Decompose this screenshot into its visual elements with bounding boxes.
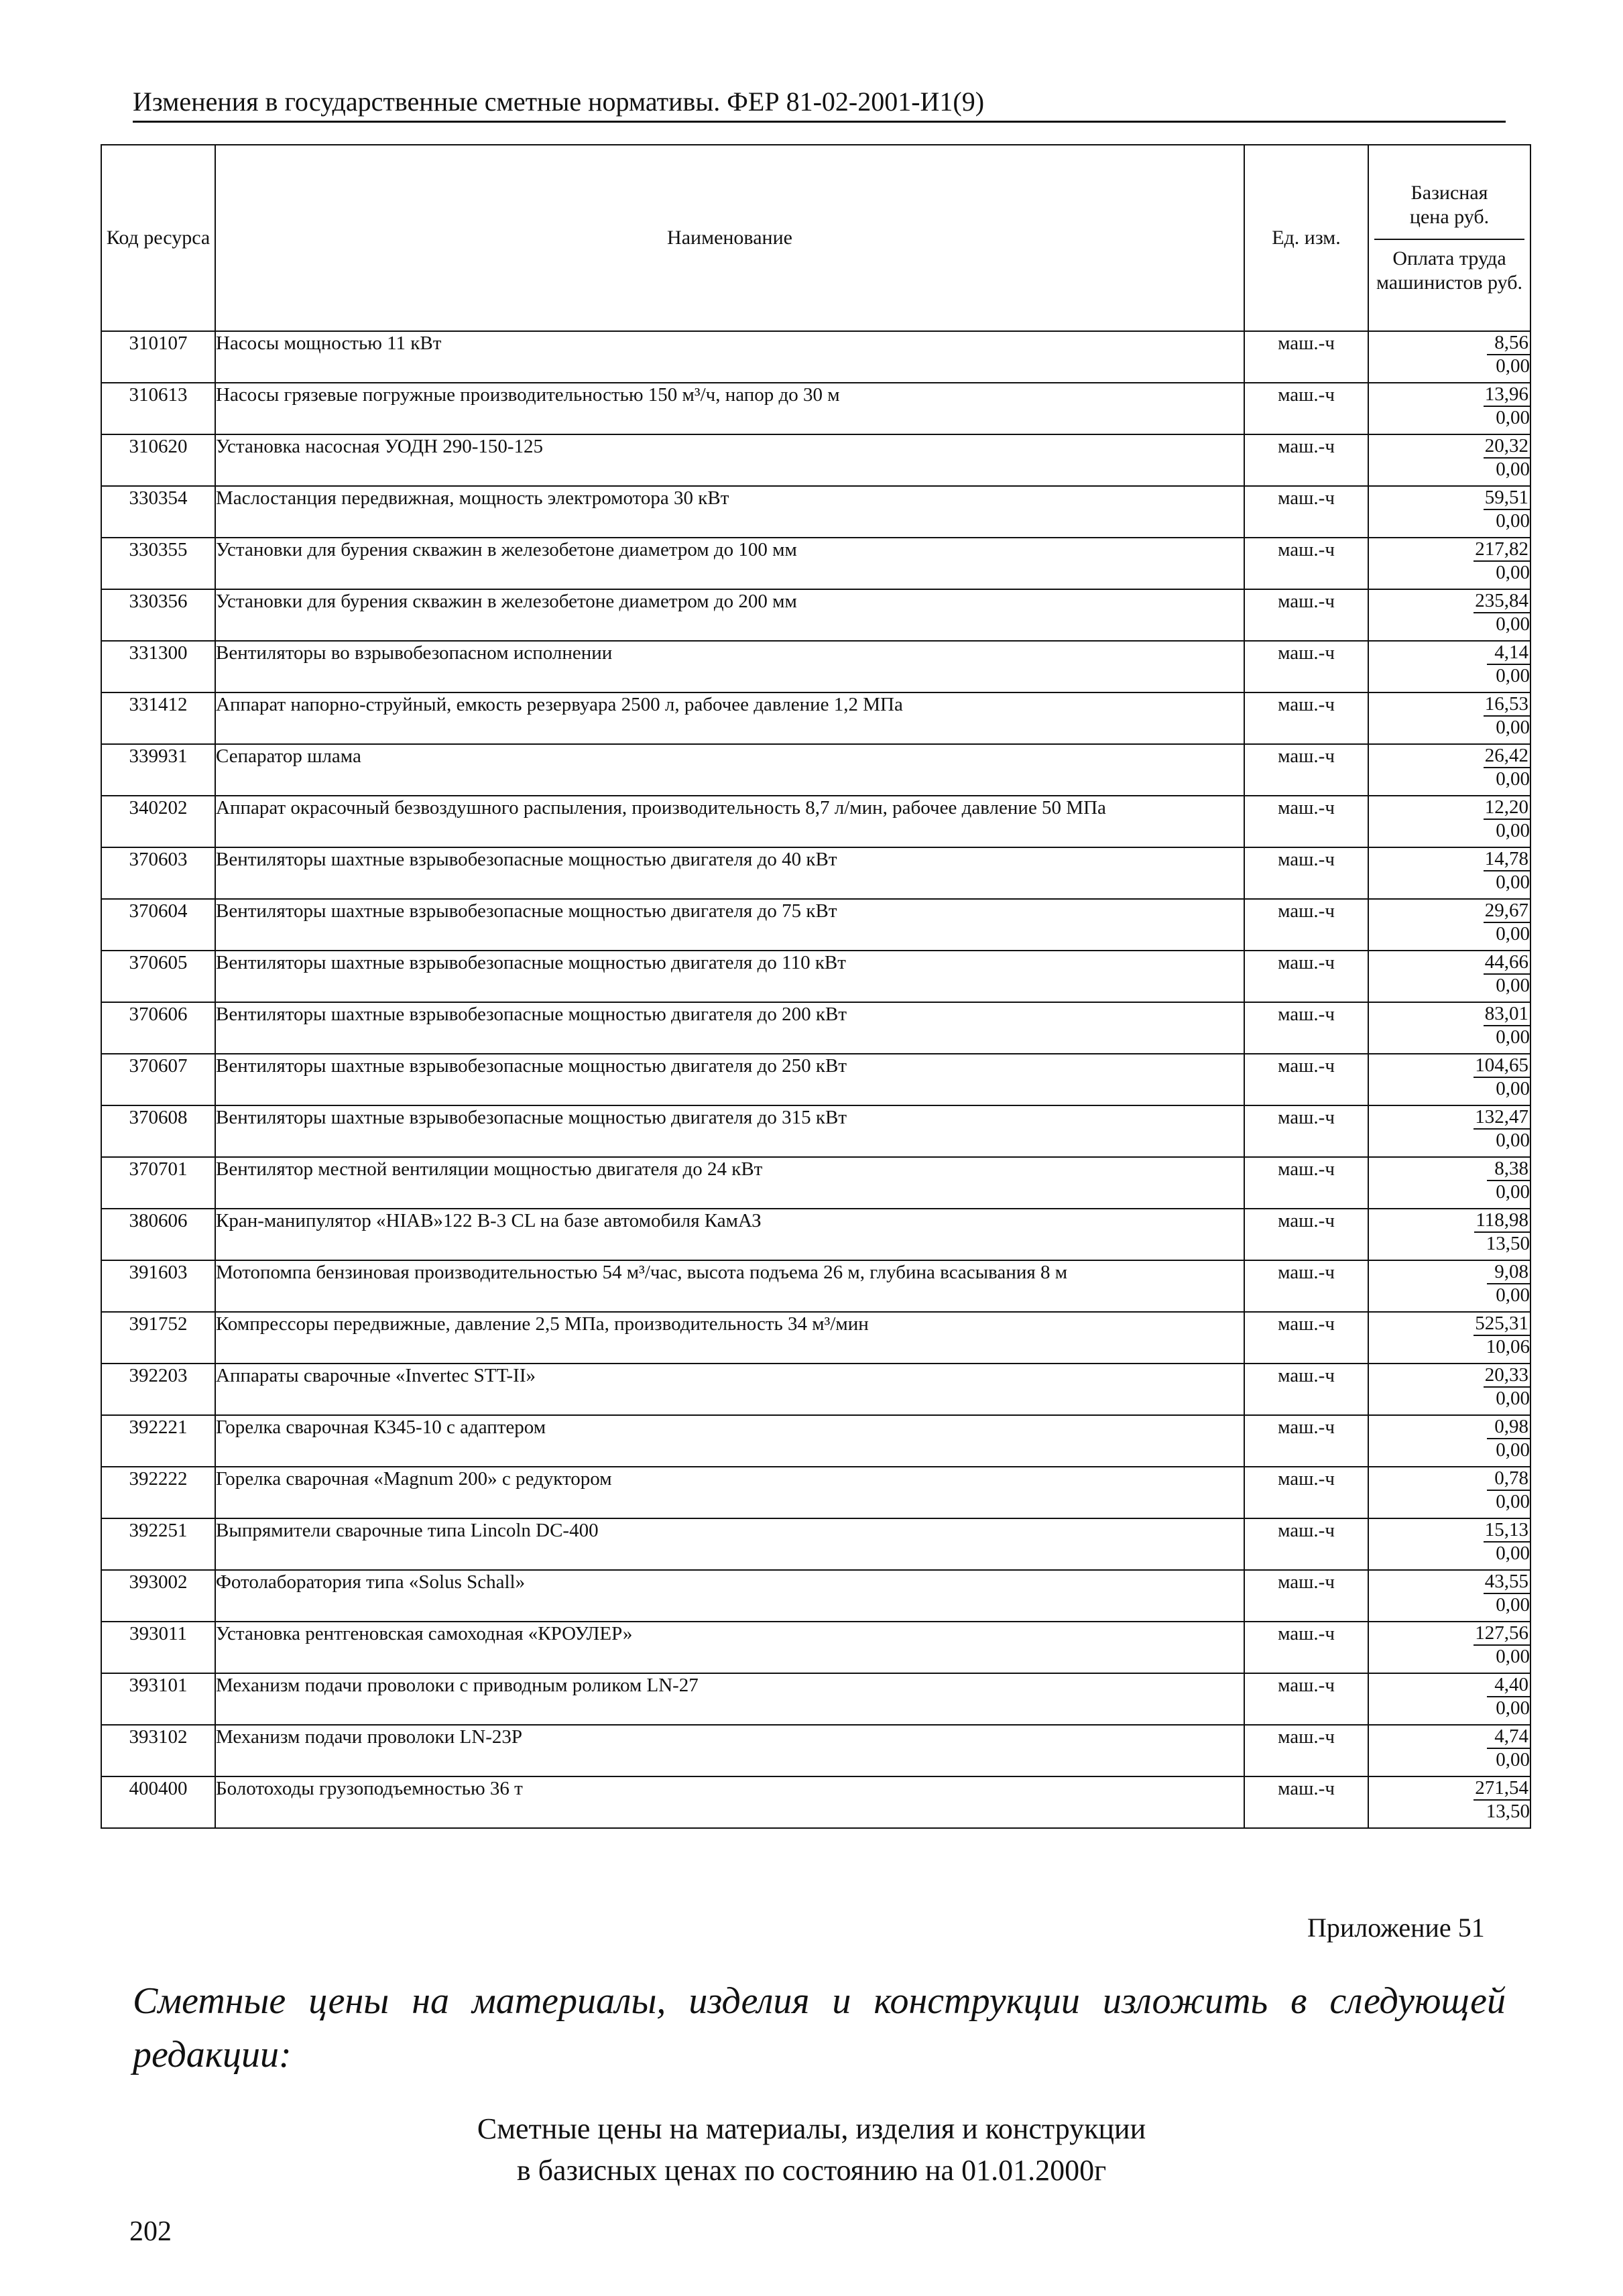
- operator-wage: 0,00: [1496, 1697, 1530, 1719]
- table-row: [101, 1260, 1530, 1312]
- resource-name: Маслостанция передвижная, мощность электромотора 30 кВт: [215, 486, 1244, 538]
- resource-unit: маш.-ч: [1244, 589, 1368, 641]
- resource-unit: маш.-ч: [1244, 538, 1368, 589]
- resource-name: Компрессоры передвижные, давление 2,5 МПа, производительность 34 м³/мин: [215, 1312, 1244, 1364]
- resource-name: Аппарат окрасочный безвоздушного распыления, производительность 8,7 л/мин, рабочее давление 50 МПа: [215, 796, 1244, 847]
- resource-code: 391752: [101, 1312, 215, 1364]
- resource-price-table: [101, 144, 1531, 1829]
- resource-price-cell: [1368, 899, 1530, 951]
- table-row: [101, 796, 1530, 847]
- base-price: 4,14: [1487, 642, 1530, 665]
- table-row: [101, 692, 1530, 744]
- resource-unit: маш.-ч: [1244, 434, 1368, 486]
- base-price: 59,51: [1484, 487, 1530, 510]
- resource-code: 392221: [101, 1415, 215, 1467]
- resource-price-cell: [1368, 1415, 1530, 1467]
- operator-wage: 0,00: [1496, 1130, 1530, 1151]
- operator-wage: 0,00: [1496, 1439, 1530, 1461]
- resource-price-cell: [1368, 951, 1530, 1002]
- resource-code: 370604: [101, 899, 215, 951]
- resource-code: 392222: [101, 1467, 215, 1518]
- resource-name: Вентиляторы во взрывобезопасном исполнении: [215, 641, 1244, 692]
- resource-price-cell: [1368, 1622, 1530, 1673]
- table-row: [101, 1725, 1530, 1776]
- resource-name: Вентиляторы шахтные взрывобезопасные мощностью двигателя до 40 кВт: [215, 847, 1244, 899]
- operator-wage: 13,50: [1486, 1233, 1530, 1254]
- table-row: [101, 486, 1530, 538]
- operator-wage: 0,00: [1496, 717, 1530, 738]
- resource-price-cell: [1368, 1209, 1530, 1260]
- resource-code: 393101: [101, 1673, 215, 1725]
- resource-unit: маш.-ч: [1244, 1105, 1368, 1157]
- resource-price-cell: [1368, 692, 1530, 744]
- operator-wage: 0,00: [1496, 1491, 1530, 1512]
- table-row: [101, 538, 1530, 589]
- resource-name: Механизм подачи проволоки LN-23P: [215, 1725, 1244, 1776]
- base-price: 132,47: [1474, 1106, 1530, 1130]
- resource-name: Сепаратор шлама: [215, 744, 1244, 796]
- operator-wage: 0,00: [1496, 820, 1530, 841]
- table-row: [101, 1157, 1530, 1209]
- header-divider: [1374, 239, 1524, 240]
- resource-code: 393102: [101, 1725, 215, 1776]
- resource-code: 392251: [101, 1518, 215, 1570]
- resource-code: 331412: [101, 692, 215, 744]
- resource-name: Горелка сварочная «Magnum 200» с редуктором: [215, 1467, 1244, 1518]
- base-price: 9,08: [1487, 1261, 1530, 1284]
- table-row: [101, 383, 1530, 434]
- wage-header: Оплата труда машинистов руб.: [1376, 247, 1523, 294]
- page-header: Изменения в государственные сметные нормативы. ФЕР 81-02-2001-И1(9): [133, 86, 1506, 123]
- base-price: 4,74: [1487, 1726, 1530, 1749]
- resource-price-cell: [1368, 1105, 1530, 1157]
- table-row: [101, 1673, 1530, 1725]
- resource-code: 370701: [101, 1157, 215, 1209]
- resource-name: Вентиляторы шахтные взрывобезопасные мощностью двигателя до 110 кВт: [215, 951, 1244, 1002]
- resource-unit: маш.-ч: [1244, 1673, 1368, 1725]
- table-row: [101, 1054, 1530, 1105]
- resource-price-cell: [1368, 1518, 1530, 1570]
- resource-price-cell: [1368, 1054, 1530, 1105]
- table-row: [101, 641, 1530, 692]
- resource-unit: маш.-ч: [1244, 1467, 1368, 1518]
- base-price: 83,01: [1484, 1003, 1530, 1026]
- operator-wage: 0,00: [1496, 871, 1530, 893]
- resource-unit: маш.-ч: [1244, 1725, 1368, 1776]
- resource-price-cell: [1368, 1312, 1530, 1364]
- resource-unit: маш.-ч: [1244, 1364, 1368, 1415]
- resource-unit: маш.-ч: [1244, 641, 1368, 692]
- operator-wage: 0,00: [1496, 768, 1530, 790]
- resource-unit: маш.-ч: [1244, 1570, 1368, 1622]
- resource-price-cell: [1368, 486, 1530, 538]
- operator-wage: 0,00: [1496, 975, 1530, 996]
- resource-code: 339931: [101, 744, 215, 796]
- resource-price-cell: [1368, 589, 1530, 641]
- operator-wage: 0,00: [1496, 923, 1530, 945]
- resource-price-cell: [1368, 744, 1530, 796]
- operator-wage: 0,00: [1496, 1388, 1530, 1409]
- resource-price-cell: [1368, 1260, 1530, 1312]
- table-row: [101, 1209, 1530, 1260]
- appendix-label: Приложение 51: [1307, 1913, 1485, 1943]
- resource-name: Вентиляторы шахтные взрывобезопасные мощностью двигателя до 250 кВт: [215, 1054, 1244, 1105]
- table-row: [101, 744, 1530, 796]
- table-row: [101, 1518, 1530, 1570]
- resource-name: Фотолаборатория типа «Solus Schall»: [215, 1570, 1244, 1622]
- resource-unit: маш.-ч: [1244, 383, 1368, 434]
- table-row: [101, 951, 1530, 1002]
- resource-price-cell: [1368, 1725, 1530, 1776]
- resource-unit: маш.-ч: [1244, 1415, 1368, 1467]
- table-body: [101, 331, 1530, 1828]
- column-header-unit: Ед. изм.: [1244, 145, 1368, 331]
- resource-price-cell: [1368, 1673, 1530, 1725]
- column-header-code: Код ресурса: [101, 145, 215, 331]
- resource-name: Вентилятор местной вентиляции мощностью двигателя до 24 кВт: [215, 1157, 1244, 1209]
- resource-name: Мотопомпа бензиновая производительностью 54 м³/час, высота подъема 26 м, глубина всасывания 8 м: [215, 1260, 1244, 1312]
- resource-price-cell: [1368, 796, 1530, 847]
- resource-code: 331300: [101, 641, 215, 692]
- table-row: [101, 1570, 1530, 1622]
- resource-unit: маш.-ч: [1244, 796, 1368, 847]
- column-header-name: Наименование: [215, 145, 1244, 331]
- resource-unit: маш.-ч: [1244, 951, 1368, 1002]
- resource-unit: маш.-ч: [1244, 744, 1368, 796]
- base-price: 8,38: [1487, 1158, 1530, 1181]
- table-row: [101, 847, 1530, 899]
- resource-unit: маш.-ч: [1244, 1518, 1368, 1570]
- table-row: [101, 1312, 1530, 1364]
- resource-unit: маш.-ч: [1244, 899, 1368, 951]
- resource-code: 310620: [101, 434, 215, 486]
- table-row: [101, 1776, 1530, 1828]
- operator-wage: 0,00: [1496, 1749, 1530, 1770]
- resource-code: 370606: [101, 1002, 215, 1054]
- resource-code: 340202: [101, 796, 215, 847]
- resource-code: 392203: [101, 1364, 215, 1415]
- base-price: 271,54: [1474, 1777, 1530, 1801]
- resource-price-cell: [1368, 1570, 1530, 1622]
- resource-unit: маш.-ч: [1244, 486, 1368, 538]
- base-price: 104,65: [1474, 1054, 1530, 1078]
- base-price: 43,55: [1484, 1571, 1530, 1594]
- resource-unit: маш.-ч: [1244, 1002, 1368, 1054]
- operator-wage: 0,00: [1496, 510, 1530, 532]
- table-row: [101, 589, 1530, 641]
- operator-wage: 0,00: [1496, 1543, 1530, 1564]
- resource-code: 393002: [101, 1570, 215, 1622]
- resource-price-cell: [1368, 1776, 1530, 1828]
- operator-wage: 0,00: [1496, 1594, 1530, 1616]
- resource-name: Вентиляторы шахтные взрывобезопасные мощностью двигателя до 75 кВт: [215, 899, 1244, 951]
- resource-code: 330355: [101, 538, 215, 589]
- base-price: 16,53: [1484, 693, 1530, 717]
- table-row: [101, 1002, 1530, 1054]
- resource-name: Насосы грязевые погружные производительностью 150 м³/ч, напор до 30 м: [215, 383, 1244, 434]
- table-row: [101, 1105, 1530, 1157]
- resource-price-cell: [1368, 641, 1530, 692]
- resource-unit: маш.-ч: [1244, 1260, 1368, 1312]
- base-price: 13,96: [1484, 383, 1530, 407]
- resource-price-cell: [1368, 1157, 1530, 1209]
- base-price: 235,84: [1474, 590, 1530, 613]
- resource-name: Аппарат напорно-струйный, емкость резервуара 2500 л, рабочее давление 1,2 МПа: [215, 692, 1244, 744]
- resource-unit: маш.-ч: [1244, 1776, 1368, 1828]
- resource-code: 310613: [101, 383, 215, 434]
- resource-name: Кран-манипулятор «HIAB»122 В-3 CL на базе автомобиля КамАЗ: [215, 1209, 1244, 1260]
- resource-unit: маш.-ч: [1244, 692, 1368, 744]
- base-price: 4,40: [1487, 1674, 1530, 1697]
- operator-wage: 0,00: [1496, 355, 1530, 377]
- resource-name: Аппараты сварочные «Invertec STT-II»: [215, 1364, 1244, 1415]
- base-price: 26,42: [1484, 745, 1530, 768]
- section-subtitle: [0, 2108, 1623, 2191]
- resource-name: Установки для бурения скважин в железобетоне диаметром до 200 мм: [215, 589, 1244, 641]
- resource-name: Установка рентгеновская самоходная «КРОУЛЕР»: [215, 1622, 1244, 1673]
- resource-code: 310107: [101, 331, 215, 383]
- operator-wage: 0,00: [1496, 1284, 1530, 1306]
- resource-unit: маш.-ч: [1244, 1622, 1368, 1673]
- operator-wage: 0,00: [1496, 562, 1530, 583]
- operator-wage: 0,00: [1496, 407, 1530, 428]
- resource-code: 330356: [101, 589, 215, 641]
- base-price: 127,56: [1474, 1622, 1530, 1646]
- table-row: [101, 1467, 1530, 1518]
- resource-name: Горелка сварочная К345-10 с адаптером: [215, 1415, 1244, 1467]
- resource-code: 370605: [101, 951, 215, 1002]
- base-price: 8,56: [1487, 332, 1530, 355]
- resource-unit: маш.-ч: [1244, 1209, 1368, 1260]
- table-row: [101, 1415, 1530, 1467]
- price-header: Базисная цена руб.: [1409, 182, 1490, 228]
- base-price: 12,20: [1484, 796, 1530, 820]
- resource-name: Установка насосная УОДН 290-150-125: [215, 434, 1244, 486]
- resource-unit: маш.-ч: [1244, 847, 1368, 899]
- resource-code: 370603: [101, 847, 215, 899]
- operator-wage: 0,00: [1496, 459, 1530, 480]
- resource-name: Механизм подачи проволоки с приводным роликом LN-27: [215, 1673, 1244, 1725]
- operator-wage: 13,50: [1486, 1801, 1530, 1822]
- table-row: [101, 434, 1530, 486]
- base-price: 20,33: [1484, 1364, 1530, 1388]
- instruction-text: Сметные цены на материалы, изделия и конструкции изложить в следующей редакции:: [133, 1980, 1506, 2075]
- base-price: 20,32: [1484, 435, 1530, 459]
- subtitle-line-1: Сметные цены на материалы, изделия и конструкции: [477, 2112, 1146, 2145]
- operator-wage: 0,00: [1496, 665, 1530, 686]
- resource-name: Вентиляторы шахтные взрывобезопасные мощностью двигателя до 200 кВт: [215, 1002, 1244, 1054]
- column-header-price: [1368, 145, 1530, 331]
- base-price: 118,98: [1474, 1209, 1530, 1233]
- operator-wage: 0,00: [1496, 1646, 1530, 1667]
- resource-name: Вентиляторы шахтные взрывобезопасные мощностью двигателя до 315 кВт: [215, 1105, 1244, 1157]
- resource-price-cell: [1368, 847, 1530, 899]
- resource-unit: маш.-ч: [1244, 1054, 1368, 1105]
- resource-unit: маш.-ч: [1244, 331, 1368, 383]
- base-price: 217,82: [1474, 538, 1530, 562]
- resource-code: 391603: [101, 1260, 215, 1312]
- resource-name: Установки для бурения скважин в железобетоне диаметром до 100 мм: [215, 538, 1244, 589]
- operator-wage: 0,00: [1496, 1078, 1530, 1099]
- table-row: [101, 331, 1530, 383]
- base-price: 0,98: [1487, 1416, 1530, 1439]
- resource-price-cell: [1368, 1467, 1530, 1518]
- resource-price-cell: [1368, 434, 1530, 486]
- subtitle-line-2: в базисных ценах по состоянию на 01.01.2000г: [516, 2154, 1107, 2187]
- resource-code: 393011: [101, 1622, 215, 1673]
- resource-price-cell: [1368, 1002, 1530, 1054]
- resource-code: 330354: [101, 486, 215, 538]
- operator-wage: 0,00: [1496, 1026, 1530, 1048]
- base-price: 29,67: [1484, 900, 1530, 923]
- operator-wage: 0,00: [1496, 613, 1530, 635]
- table-row: [101, 1364, 1530, 1415]
- resource-price-cell: [1368, 538, 1530, 589]
- base-price: 0,78: [1487, 1467, 1530, 1491]
- resource-name: Насосы мощностью 11 кВт: [215, 331, 1244, 383]
- resource-name: Болотоходы грузоподъемностью 36 т: [215, 1776, 1244, 1828]
- resource-code: 370608: [101, 1105, 215, 1157]
- resource-name: Выпрямители сварочные типа Lincoln DC-400: [215, 1518, 1244, 1570]
- operator-wage: 0,00: [1496, 1181, 1530, 1203]
- resource-unit: маш.-ч: [1244, 1157, 1368, 1209]
- resource-code: 400400: [101, 1776, 215, 1828]
- resource-code: 380606: [101, 1209, 215, 1260]
- base-price: 44,66: [1484, 951, 1530, 975]
- base-price: 14,78: [1484, 848, 1530, 871]
- page-number: 202: [129, 2216, 172, 2247]
- resource-price-cell: [1368, 383, 1530, 434]
- resource-code: 370607: [101, 1054, 215, 1105]
- resource-unit: маш.-ч: [1244, 1312, 1368, 1364]
- table-row: [101, 899, 1530, 951]
- operator-wage: 10,06: [1486, 1336, 1530, 1357]
- base-price: 15,13: [1484, 1519, 1530, 1543]
- resource-price-cell: [1368, 331, 1530, 383]
- base-price: 525,31: [1474, 1313, 1530, 1336]
- table-row: [101, 1622, 1530, 1673]
- resource-price-cell: [1368, 1364, 1530, 1415]
